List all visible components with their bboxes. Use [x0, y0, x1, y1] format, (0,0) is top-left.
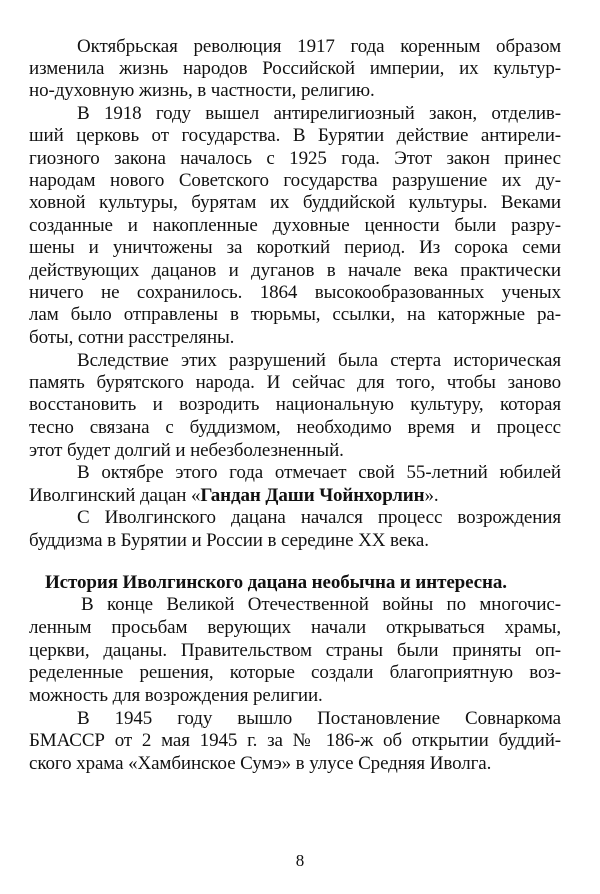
datsan-name: Гандан Даши Чойнхорлин [200, 485, 425, 506]
text-line: созданные и накопленные духовные ценности были разру- [29, 215, 561, 236]
text-line: шены и уничтожены за короткий период. Из сорока семи [29, 237, 561, 258]
text-line: ределенные решения, которые создали благоприятную воз- [29, 662, 561, 683]
text-line: этот будет долгий и небезболезненный. [29, 440, 344, 461]
text-line: тесно связана с буддизмом, необходимо время и процесс [29, 417, 561, 438]
text-line: В 1918 году вышел антирелигиозный закон, отделив- [77, 103, 561, 124]
text-line: народам нового Советского государства разрушение их ду- [29, 170, 561, 191]
text-line: память бурятского народа. И сейчас для того, чтобы заново [29, 372, 561, 393]
text-line: БМАССР от 2 мая 1945 г. за № 186-ж об открытии буддий- [29, 730, 561, 751]
text-line: лам было отправлены в тюрьмы, ссылки, на каторжные ра- [29, 304, 561, 325]
text-line: Октябрьская революция 1917 года коренным образом [77, 36, 561, 57]
page-number: 8 [295, 851, 305, 870]
text-line: можность для возрождения религии. [29, 685, 323, 706]
text-line: В октябре этого года отмечает свой 55-летний юбилей [77, 462, 561, 483]
text-line: ховной культуры, бурятам их буддийской культуры. Веками [29, 192, 561, 213]
text-line: но-духовную жизнь, в частности, религию. [29, 80, 375, 101]
text-line: В 1945 году вышло Постановление Совнаркома [77, 708, 561, 729]
text-line: Иволгинский дацан «Гандан Даши Чойнхорлин». [29, 485, 439, 506]
text-line: церкви, дацаны. Правительством страны были приняты оп- [29, 640, 561, 661]
text-line: буддизма в Бурятии и России в середине XX века. [29, 530, 429, 551]
text-line: гиозного закона началось с 1925 года. Этот закон принес [29, 148, 561, 169]
text-line: ший церковь от государства. В Бурятии действие антирели- [29, 125, 561, 146]
text-line: ничего не сохранилось. 1864 высокообразованных ученых [29, 282, 561, 303]
text-line: ленным просьбам верующих начали открываться храмы, [29, 617, 561, 638]
section-heading: История Иволгинского дацана необычна и интересна. [45, 572, 507, 593]
text-line: Вследствие этих разрушений была стерта историческая [77, 350, 561, 371]
text-line: С Иволгинского дацана начался процесс возрождения [77, 507, 561, 528]
text-line: восстановить и возродить национальную культуру, которая [29, 394, 561, 415]
text-line: изменила жизнь народов Российской империи, их культур- [29, 58, 561, 79]
text-line: действующих дацанов и дуганов в начале века практически [29, 260, 561, 281]
text-line: В конце Великой Отечественной войны по многочис- [81, 594, 561, 615]
text-line: боты, сотни расстреляны. [29, 327, 235, 348]
text-line: ского храма «Хамбинское Сумэ» в улусе Средняя Иволга. [29, 753, 492, 774]
